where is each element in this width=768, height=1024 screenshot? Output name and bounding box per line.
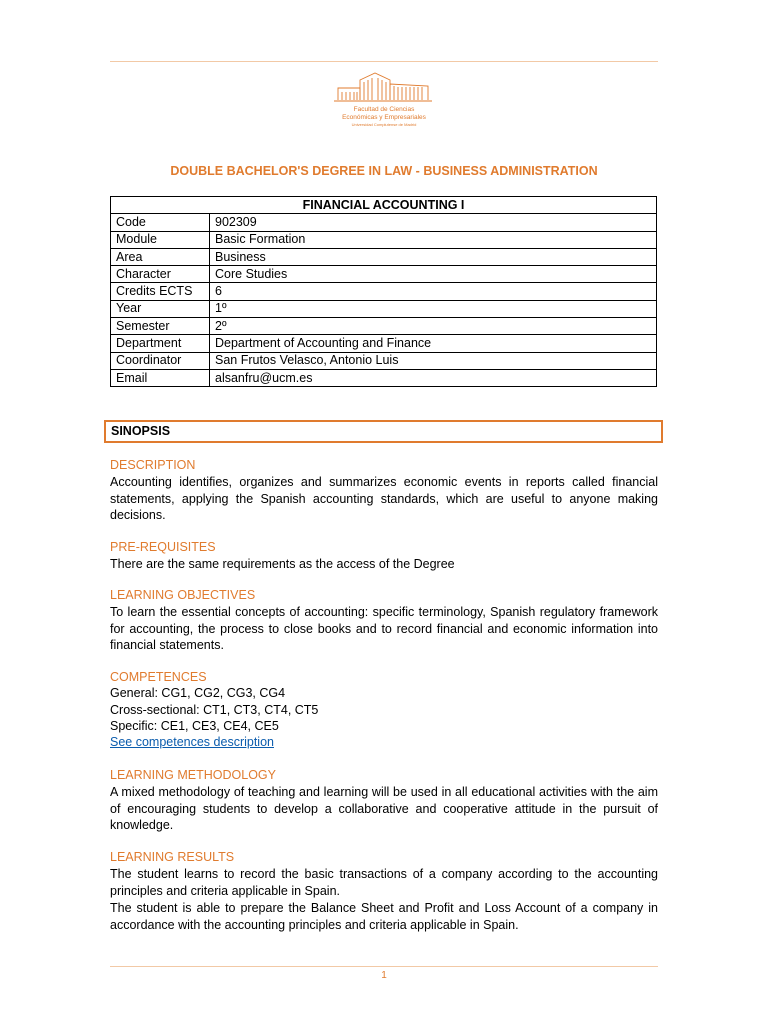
- course-info-table: [110, 196, 657, 387]
- header-rule: [110, 61, 658, 62]
- document-title: DOUBLE BACHELOR'S DEGREE IN LAW - BUSINESS ADMINISTRATION: [170, 164, 598, 178]
- results-text-2: The student is able to prepare the Balance Sheet and Profit and Loss Account of a company in accordance with the accounting principles and criteria applicable in Spain.: [110, 901, 658, 932]
- table-row: [111, 231, 657, 248]
- table-row: [111, 248, 657, 265]
- table-row: [111, 214, 657, 231]
- competences-link[interactable]: See competences description: [110, 735, 274, 749]
- row-value: Business: [210, 248, 657, 265]
- table-row: [111, 335, 657, 352]
- results-text-1: The student learns to record the basic transactions of a company according to the accounting principles and criteria applicable in Spain.: [110, 867, 658, 898]
- row-value: 1º: [210, 300, 657, 317]
- row-label: Character: [111, 266, 210, 283]
- objectives-text: To learn the essential concepts of accounting: specific terminology, Spanish regulatory framework for accounting, the process to close books and to record financial and economic information into financial statements.: [110, 605, 658, 653]
- footer-rule: [110, 966, 658, 967]
- table-header-row: [111, 197, 657, 214]
- row-label: Department: [111, 335, 210, 352]
- table-row: [111, 318, 657, 335]
- row-value: 902309: [210, 214, 657, 231]
- svg-text:Facultad de Ciencias: Facultad de Ciencias: [353, 106, 415, 113]
- competences-cross-sectional: Cross-sectional: CT1, CT3, CT4, CT5: [110, 703, 319, 717]
- table-row: [111, 300, 657, 317]
- page-number: 1: [381, 970, 387, 981]
- row-value: San Frutos Velasco, Antonio Luis: [210, 352, 657, 369]
- row-label: Credits ECTS: [111, 283, 210, 300]
- prerequisites-text: There are the same requirements as the access of the Degree: [110, 557, 455, 571]
- sinopsis-heading: SINOPSIS: [104, 420, 663, 443]
- row-label: Coordinator: [111, 352, 210, 369]
- row-value: 6: [210, 283, 657, 300]
- row-value: Core Studies: [210, 266, 657, 283]
- table-row: [111, 369, 657, 386]
- row-label: Module: [111, 231, 210, 248]
- svg-text:Económicas y Empresariales: Económicas y Empresariales: [342, 114, 426, 121]
- svg-text:Universidad Complutense de Mad: Universidad Complutense de Madrid: [351, 122, 417, 127]
- description-text: Accounting identifies, organizes and summarizes economic events in reports called financial statements, applying the Spanish accounting standards, which are useful to anyone making decisions.: [110, 475, 658, 523]
- table-row: [111, 283, 657, 300]
- row-value: alsanfru@ucm.es: [210, 369, 657, 386]
- row-label: Year: [111, 300, 210, 317]
- table-row: [111, 352, 657, 369]
- row-label: Area: [111, 248, 210, 265]
- row-value: Basic Formation: [210, 231, 657, 248]
- competences-specific: Specific: CE1, CE3, CE4, CE5: [110, 719, 279, 733]
- table-row: [111, 266, 657, 283]
- competences-general: General: CG1, CG2, CG3, CG4: [110, 686, 286, 700]
- methodology-heading: LEARNING METHODOLOGY: [110, 768, 276, 782]
- competences-heading: COMPETENCES: [110, 670, 207, 684]
- results-heading: LEARNING RESULTS: [110, 850, 235, 864]
- faculty-logo: [330, 70, 438, 132]
- objectives-heading: LEARNING OBJECTIVES: [110, 588, 256, 602]
- prerequisites-heading: PRE-REQUISITES: [110, 540, 216, 554]
- course-name: FINANCIAL ACCOUNTING I: [111, 197, 657, 214]
- row-value: 2º: [210, 318, 657, 335]
- row-value: Department of Accounting and Finance: [210, 335, 657, 352]
- description-heading: DESCRIPTION: [110, 458, 196, 472]
- row-label: Email: [111, 369, 210, 386]
- methodology-text: A mixed methodology of teaching and learning will be used in all educational activities with the aim of encouraging students to develop a collaborative and cooperative attitude in the pursuit of knowledge.: [110, 785, 658, 833]
- row-label: Semester: [111, 318, 210, 335]
- row-label: Code: [111, 214, 210, 231]
